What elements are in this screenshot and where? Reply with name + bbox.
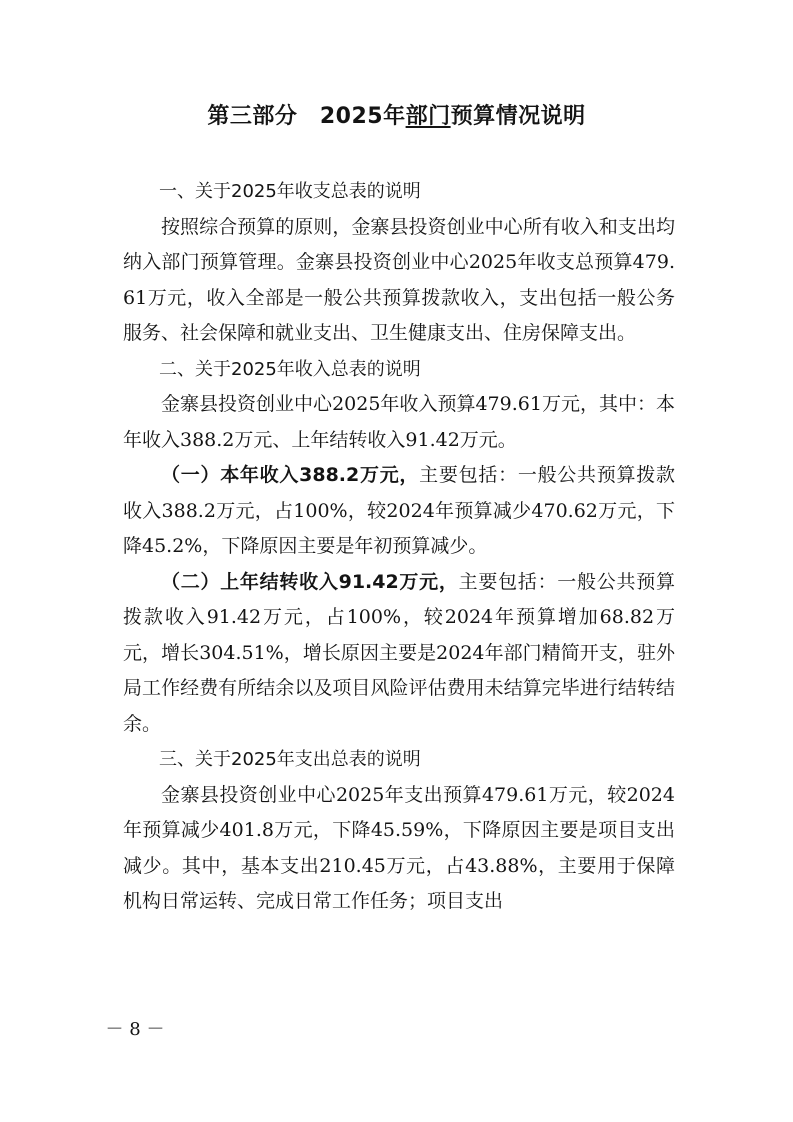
title-suffix: 预算情况说明 bbox=[450, 104, 586, 129]
item-1-lead: （一）本年收入388.2万元， bbox=[161, 464, 420, 486]
section-2-item-2 bbox=[123, 565, 675, 743]
section-heading-1: 一、关于2025年收支总表的说明 bbox=[159, 181, 421, 202]
title-prefix: 第三部分 2025年 bbox=[207, 104, 406, 129]
item-2-lead: （二）上年结转收入91.42万元， bbox=[161, 570, 459, 593]
body-content bbox=[123, 174, 675, 920]
title-underlined-word: 部门 bbox=[405, 104, 451, 129]
item-1-text: 主要包括：一般公共预算拨款收入388.2万元，占100%，较2024年预算减少470.62万元，下降45.2%，下降原因主要是年初预算减少。 bbox=[123, 464, 675, 557]
page-number: － 8 － bbox=[105, 1019, 165, 1040]
section-2-item-1 bbox=[123, 458, 675, 565]
section-3-paragraph: 金寨县投资创业中心2025年支出预算479.61万元，较2024年预算减少401.8万元，下降45.59%，下降原因主要是项目支出减少。其中，基本支出210.45万元，占43.88%，主要用于保障机构日常运转、完成日常工作任务；项目支出 bbox=[123, 783, 675, 912]
page-title bbox=[0, 100, 793, 134]
section-heading-2: 二、关于2025年收入总表的说明 bbox=[159, 358, 421, 380]
section-2-paragraph: 金寨县投资创业中心2025年收入预算479.61万元，其中：本年收入388.2万元、上年结转收入91.42万元。 bbox=[123, 393, 675, 451]
section-heading-3: 三、关于2025年支出总表的说明 bbox=[159, 749, 421, 770]
item-2-text: 主要包括：一般公共预算拨款收入91.42万元，占100%，较2024年预算增加68.82万元，增长304.51%，增长原因主要是2024年部门精简开支，驻外局工作经费有所结余以及项目风险评估费用未结算完毕进行结转结余。 bbox=[123, 570, 675, 735]
section-1-paragraph: 按照综合预算的原则，金寨县投资创业中心所有收入和支出均纳入部门预算管理。金寨县投资创业中心2025年收支总预算479.61万元，收入全部是一般公共预算拨款收入，支出包括一般公务服务、社会保障和就业支出、卫生健康支出、住房保障支出。 bbox=[123, 215, 675, 344]
